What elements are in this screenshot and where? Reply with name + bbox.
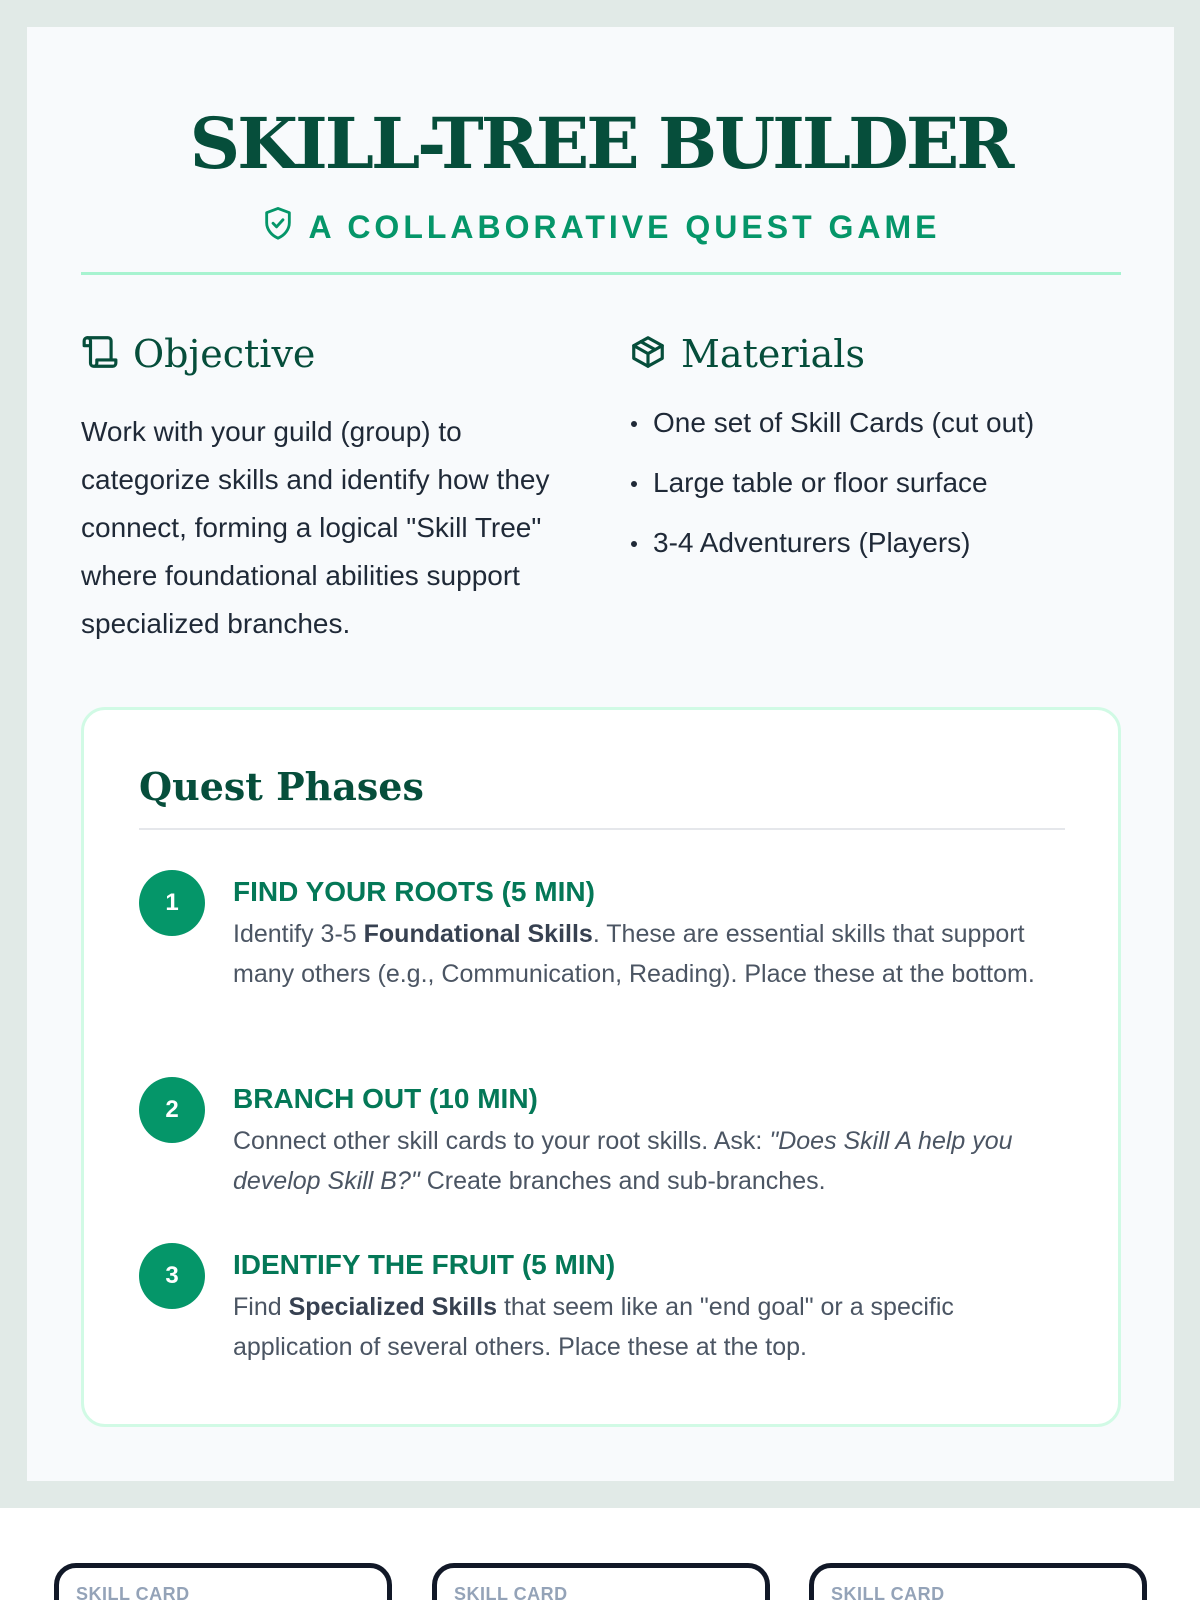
phase-number-badge: 1 — [139, 870, 205, 936]
phase-description: Identify 3-5 Foundational Skills. These are essential skills that support many others (e.g., Communication, Reading). Place these at the bottom. — [233, 920, 1035, 988]
phase-description: Connect other skill cards to your root skills. Ask: "Does Skill A help you develop Skill B?" Create branches and sub-branches. — [233, 1127, 1013, 1195]
skill-card-label: SKILL CARD — [454, 1584, 568, 1600]
phase-description: Find Specialized Skills that seem like an "end goal" or a specific application of several others. Place these at the top. — [233, 1293, 954, 1361]
list-item: Large table or floor surface — [629, 466, 1129, 500]
quest-phases-divider — [139, 828, 1065, 830]
list-item: One set of Skill Cards (cut out) — [629, 406, 1129, 440]
shield-check-icon — [261, 205, 295, 248]
skill-card-label: SKILL CARD — [76, 1584, 190, 1600]
page-title: SKILL-TREE BUILDER — [189, 102, 1012, 185]
quest-phases-title: Quest Phases — [139, 764, 424, 809]
phase-number-badge: 3 — [139, 1243, 205, 1309]
scroll-icon — [81, 333, 119, 376]
skill-cards-area — [0, 1508, 1200, 1600]
skill-card — [809, 1563, 1147, 1600]
skill-card — [54, 1563, 392, 1600]
skill-card — [432, 1563, 770, 1600]
materials-section — [629, 330, 1129, 586]
objective-section — [81, 330, 581, 648]
quest-phases-card — [81, 707, 1121, 1427]
rules-sheet — [27, 27, 1174, 1481]
phase-heading: FIND YOUR ROOTS (5 MIN) — [233, 876, 595, 907]
objective-heading: Objective — [133, 332, 316, 376]
phase-heading: IDENTIFY THE FRUIT (5 MIN) — [233, 1249, 616, 1280]
page-subtitle: A COLLABORATIVE QUEST GAME — [308, 208, 941, 245]
subtitle-row — [27, 205, 1174, 248]
skill-card-label: SKILL CARD — [831, 1584, 945, 1600]
list-item: 3-4 Adventurers (Players) — [629, 526, 1129, 560]
materials-list — [629, 406, 1129, 560]
materials-heading: Materials — [681, 332, 865, 376]
phase-heading: BRANCH OUT (10 MIN) — [233, 1083, 538, 1114]
phase-number-badge: 2 — [139, 1077, 205, 1143]
box-icon — [629, 333, 667, 376]
header-divider — [81, 272, 1121, 275]
objective-text: Work with your guild (group) to categorize skills and identify how they connect, forming a logical "Skill Tree" where foundational abilities support specialized branches. — [81, 416, 550, 639]
